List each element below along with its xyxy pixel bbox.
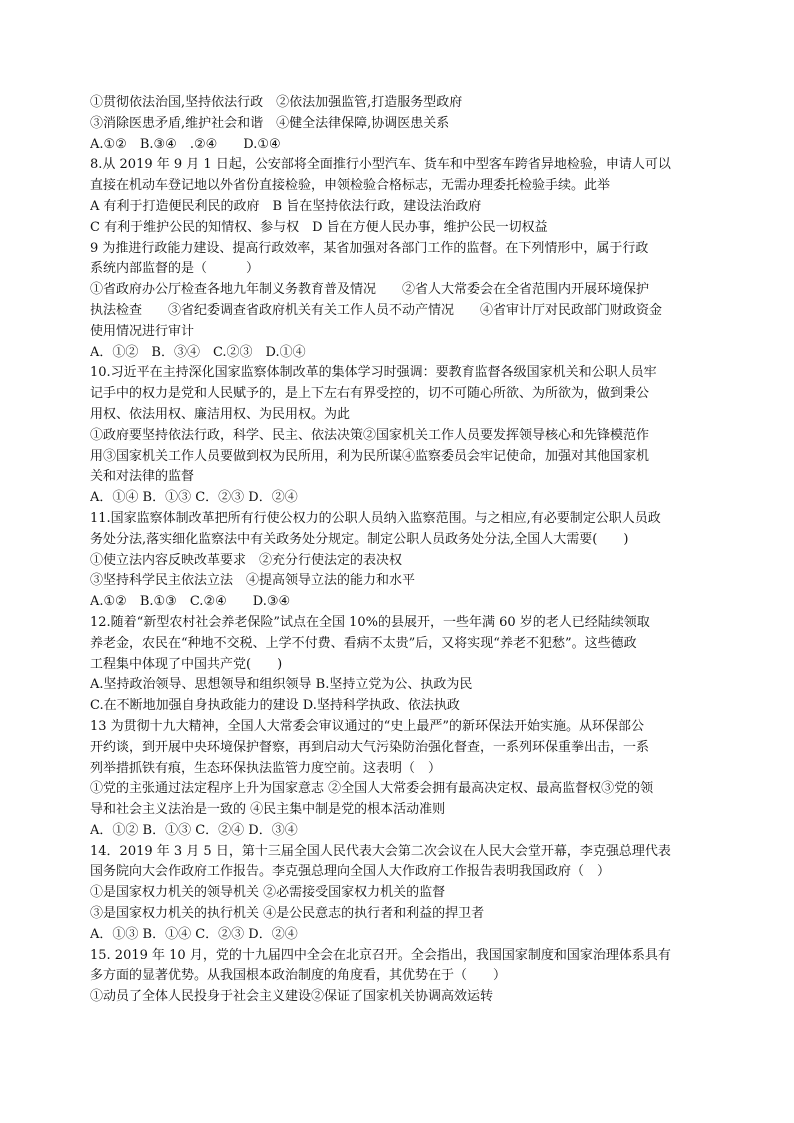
text-line: A.①② B.③④ .②④ D.①④ xyxy=(90,136,281,152)
text-line: ①使立法内容反映改革要求 ②充分行使法定的表决权 xyxy=(90,552,403,568)
text-line: ③消除医患矛盾,维护社会和谐 ④健全法律保障,协调医患关系 xyxy=(90,115,450,131)
text-line: 11.国家监察体制改革把所有行使公权力的公职人员纳入监察范围。与之相应,有必要制定公职人员政 xyxy=(90,510,661,526)
text-line: ①党的主张通过法定程序上升为国家意志 ②全国人大常委会拥有最高决定权、最高监督权③党的领 xyxy=(90,781,654,797)
text-line: 用③国家机关工作人员要做到权为民所用，利为民所谋④监察委员会牢记使命，加强对其他国家机 xyxy=(90,448,650,464)
text-line: C.在不断地加强自身执政能力的建设 D.坚持科学执政、依法执政 xyxy=(90,698,460,714)
text-line: 导和社会主义法治是一致的 ④民主集中制是党的根本活动准则 xyxy=(90,802,446,818)
text-line: A．①④ B．①③ C．②③ D．②④ xyxy=(90,490,298,506)
text-line: 务处分法,落实细化监察法中有关政务处分规定。制定公职人员政务处分法,全国人大需要( ) xyxy=(90,531,629,547)
exam-page xyxy=(90,93,710,1008)
text-line: 直接在机动车登记地以外省份直接检验，申领检验合格标志，无需办理委托检验手续。此举 xyxy=(90,178,611,194)
text-line: ①省政府办公厅检查各地九年制义务教育普及情况 ②省人大常委会在全省范围内开展环境保护 xyxy=(90,282,650,298)
text-line: ①政府要坚持依法行政，科学、民主、依法决策②国家机关工作人员要发挥领导核心和先锋模范作 xyxy=(90,427,650,443)
text-line: A．①② B．①③ C．②④ D．③④ xyxy=(90,822,298,838)
text-line: A．①③ B．①④ C．②③ D．②④ xyxy=(90,926,298,942)
text-line: A.①② B.①③ C.②④ D.③④ xyxy=(90,594,291,610)
text-line: 国务院向大会作政府工作报告。李克强总理向全国人大作政府工作报告表明我国政府（ ） xyxy=(90,864,611,880)
text-line: 关和对法律的监督 xyxy=(90,469,195,485)
text-line: 多方面的显著优势。从我国根本政治制度的角度看，其优势在于（ ） xyxy=(90,968,507,984)
text-line: 养老金，农民在“种地不交税、上学不付费、看病不太贵”后，又将实现“养老不犯愁”。这些德政 xyxy=(90,635,637,651)
text-line: 9 为推进行政能力建设、提高行政效率，某省加强对各部门工作的监督。在下列情形中，属于行政 xyxy=(90,240,649,256)
text-line: 使用情况进行审计 xyxy=(90,323,195,339)
text-line: 10.习近平在主持深化国家监察体制改革的集体学习时强调：要教育监督各级国家机关和公职人员牢 xyxy=(90,365,657,381)
text-line: A.坚持政治领导、思想领导和组织领导 B.坚持立党为公、执政为民 xyxy=(90,677,473,693)
text-line: 开约谈，到开展中央环境保护督察，再到启动大气污染防治强化督查，一系列环保重拳出击，一系 xyxy=(90,739,650,755)
text-line: 15. 2019 年 10 月，党的十九届四中全会在北京召开。全会指出，我国国家制度和国家治理体系具有 xyxy=(90,947,671,963)
text-line: 用权、依法用权、廉洁用权、为民用权。为此 xyxy=(90,406,351,422)
text-line: 记手中的权力是党和人民赋予的，是上下左右有界受控的，切不可随心所欲、为所欲为，做到秉公 xyxy=(90,386,650,402)
text-line: 12.随着“新型农村社会养老保险”试点在全国 10%的县展开，一些年满 60 岁的老人已经陆续领取 xyxy=(90,614,650,630)
text-line: A．①② B．③④ C.②③ D.①④ xyxy=(90,344,306,360)
text-line: A 有利于打造便民利民的政府 B 旨在坚持依法行政，建设法治政府 xyxy=(90,198,482,214)
text-line: 执法检查 ③省纪委调查省政府机关有关工作人员不动产情况 ④省审计厅对民政部门财政资金 xyxy=(90,302,663,318)
text-line: ③坚持科学民主依法立法 ④提高领导立法的能力和水平 xyxy=(90,573,416,589)
text-line: ③是国家权力机关的执行机关 ④是公民意志的执行者和利益的捍卫者 xyxy=(90,906,485,922)
text-line: ①动员了全体人民投身于社会主义建设②保证了国家机关协调高效运转 xyxy=(90,989,494,1005)
text-line: 14．2019 年 3 月 5 日，第十三届全国人民代表大会第二次会议在人民大会堂开幕，李克强总理代表 xyxy=(90,843,671,859)
text-line: C 有利于维护公民的知情权、参与权 D 旨在方便人民办事，维护公民一切权益 xyxy=(90,219,548,235)
text-line: ①贯彻依法治国,坚持依法行政 ②依法加强监管,打造服务型政府 xyxy=(90,95,463,110)
text-line: 8.从 2019 年 9 月 1 日起，公安部将全面推行小型汽车、货车和中型客车跨省异地检验，申请人可以 xyxy=(90,157,671,173)
text-line: 系统内部监督的是（ ） xyxy=(90,261,260,277)
text-line: ①是国家权力机关的领导机关 ②必需接受国家权力机关的监督 xyxy=(90,885,446,901)
text-line: 工程集中体现了中国共产党( ) xyxy=(90,656,283,672)
text-line: 13 为贯彻十九大精神，全国人大常委会审议通过的“史上最严”的新环保法开始实施。从环保部公 xyxy=(90,718,644,734)
text-line: 列举措抓铁有痕，生态环保执法监管力度空前。这表明（ ） xyxy=(90,760,442,776)
